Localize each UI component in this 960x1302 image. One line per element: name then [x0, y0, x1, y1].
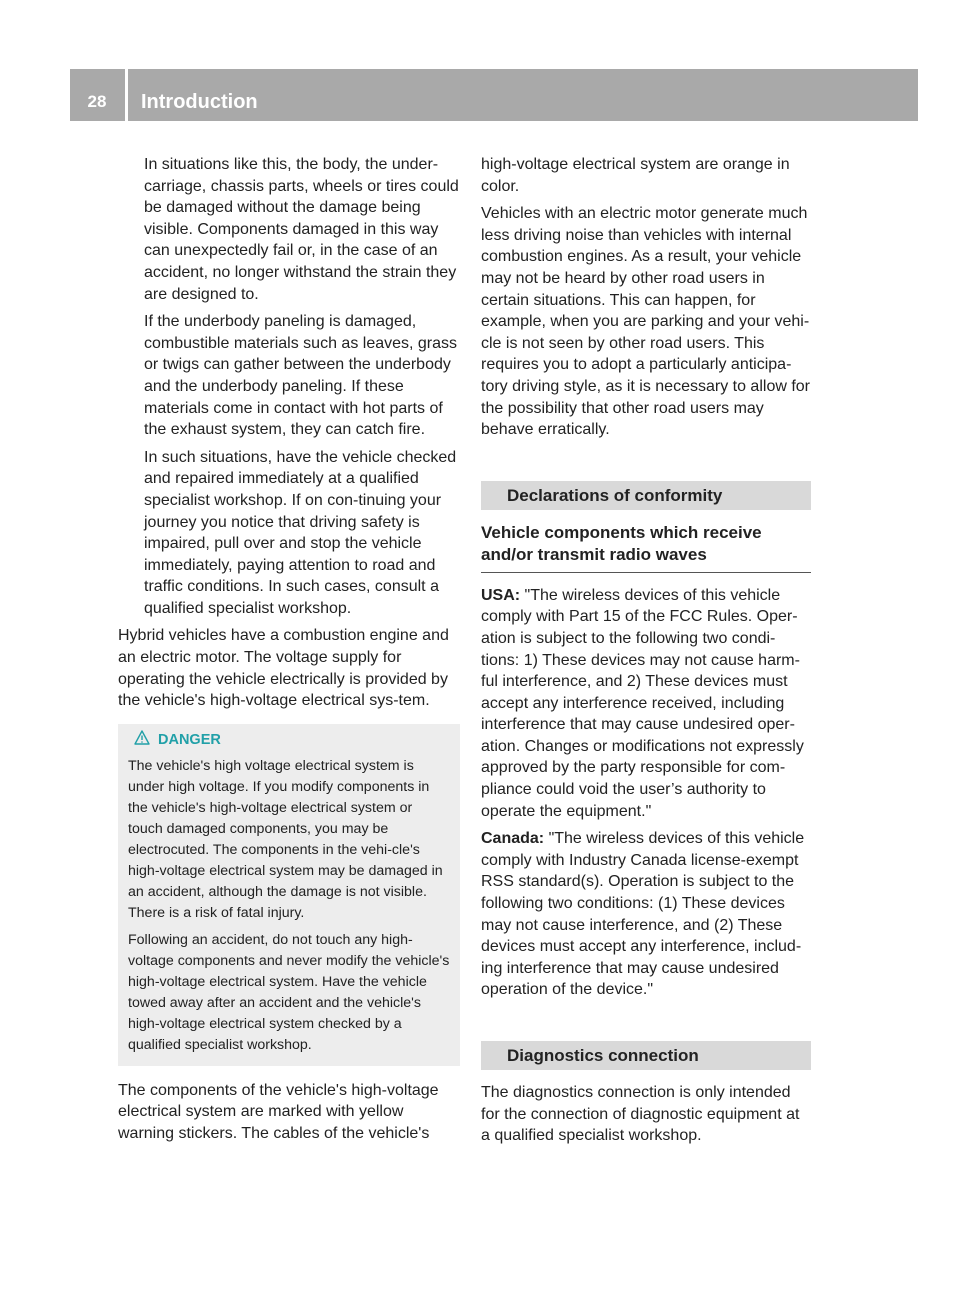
paragraph-noise: Vehicles with an electric motor generate much less driving noise than vehicles with internal combustion engines. As a result, your vehicle may not be heard by other road users in certain situations. This can happen, for example, when you are parking and your vehi-cle is not seen by other road users. This requires you to adopt a particularly anticipa-tory driving style, as it is necessary to allow for the possibility that other road users may behave erratically. — [481, 205, 811, 439]
danger-label: DANGER — [158, 732, 221, 749]
paragraph-hybrid: Hybrid vehicles have a combustion engine and an electric motor. The voltage supply for operating the vehicle electrically is provided by the vehicle's high-voltage electrical sys-tem. — [118, 627, 449, 710]
paragraph-underbody: If the underbody paneling is damaged, combustible materials such as leaves, grass or twigs can gather between the underbody and the underbody paneling. If these materials come in contact with hot parts of the exhaust system, they can catch fire. — [144, 313, 458, 439]
heading-radio-components: Vehicle components which receive and/or transmit radio waves — [481, 522, 811, 573]
usa-label: USA: — [481, 586, 521, 604]
left-column — [118, 154, 460, 1151]
danger-header — [128, 730, 450, 752]
usa-text: "The wireless devices of this vehicle comply with Part 15 of the FCC Rules. Oper-ation is subject to the following two condi-tions: 1) These devices may not cause harm-ful interference, and 2) These devices must accept any interference received, including interference that may cause undesired oper-ation. Changes or modifications not expressly approved by the party responsible for com-pliance could void the user’s authority to operate the equipment." — [481, 586, 804, 820]
paragraph-components: The components of the vehicle's high-voltage electrical system are marked with yellow warning stickers. The cables of the vehicle's — [118, 1081, 439, 1143]
danger-box — [118, 724, 460, 1066]
danger-paragraph-risk: The vehicle's high voltage electrical system is under high voltage. If you modify components in the vehicle's high-voltage electrical system or touch damaged components, you may be electrocuted. The components in the vehi-cle's high-voltage electrical system may be damaged in an accident, although the damage is not visible. There is a risk of fatal injury. — [128, 757, 443, 921]
canada-text: "The wireless devices of this vehicle comply with Industry Canada license-exempt RSS standard(s). Operation is subject to the following two conditions: (1) These devices may not cause interference, and (2) These devices must accept any interference, includ-ing interference that may cause undesired operation of the device." — [481, 830, 805, 999]
warning-triangle-icon — [134, 730, 158, 752]
paragraph-damage: In situations like this, the body, the under-carriage, chassis parts, wheels or tires could be damaged without the damage being visible. Components damaged in this way can unexpectedly fail or, in the case of an accident, no longer withstand the strain they are designed to. — [144, 156, 459, 303]
canada-label: Canada: — [481, 830, 545, 848]
right-column — [481, 154, 811, 1153]
paragraph-workshop: In such situations, have the vehicle checked and repaired immediately at a qualified specialist workshop. If on con-tinuing your journey you notice that driving safety is impaired, pull over and stop the vehicle immediately, paying attention to road and traffic conditions. In such cases, consult a qualified specialist workshop. — [144, 448, 457, 617]
section-title: Introduction — [141, 91, 258, 113]
paragraph-usa — [481, 585, 811, 823]
header-divider — [125, 69, 128, 121]
paragraph-canada — [481, 828, 811, 1001]
heading-diagnostics: Diagnostics connection — [481, 1041, 811, 1070]
page-number: 28 — [87, 92, 107, 111]
paragraph-diagnostics: The diagnostics connection is only intended for the connection of diagnostic equipment at a qualified specialist workshop. — [481, 1084, 800, 1145]
danger-paragraph-instructions: Following an accident, do not touch any high-voltage components and never modify the vehicle's high-voltage electrical system. Have the vehicle towed away after an accident and the vehicle's high-voltage electrical system checked by a qualified specialist workshop. — [128, 931, 450, 1053]
paragraph-continuation: high-voltage electrical system are orange in color. — [481, 156, 790, 195]
heading-declarations: Declarations of conformity — [481, 481, 811, 510]
